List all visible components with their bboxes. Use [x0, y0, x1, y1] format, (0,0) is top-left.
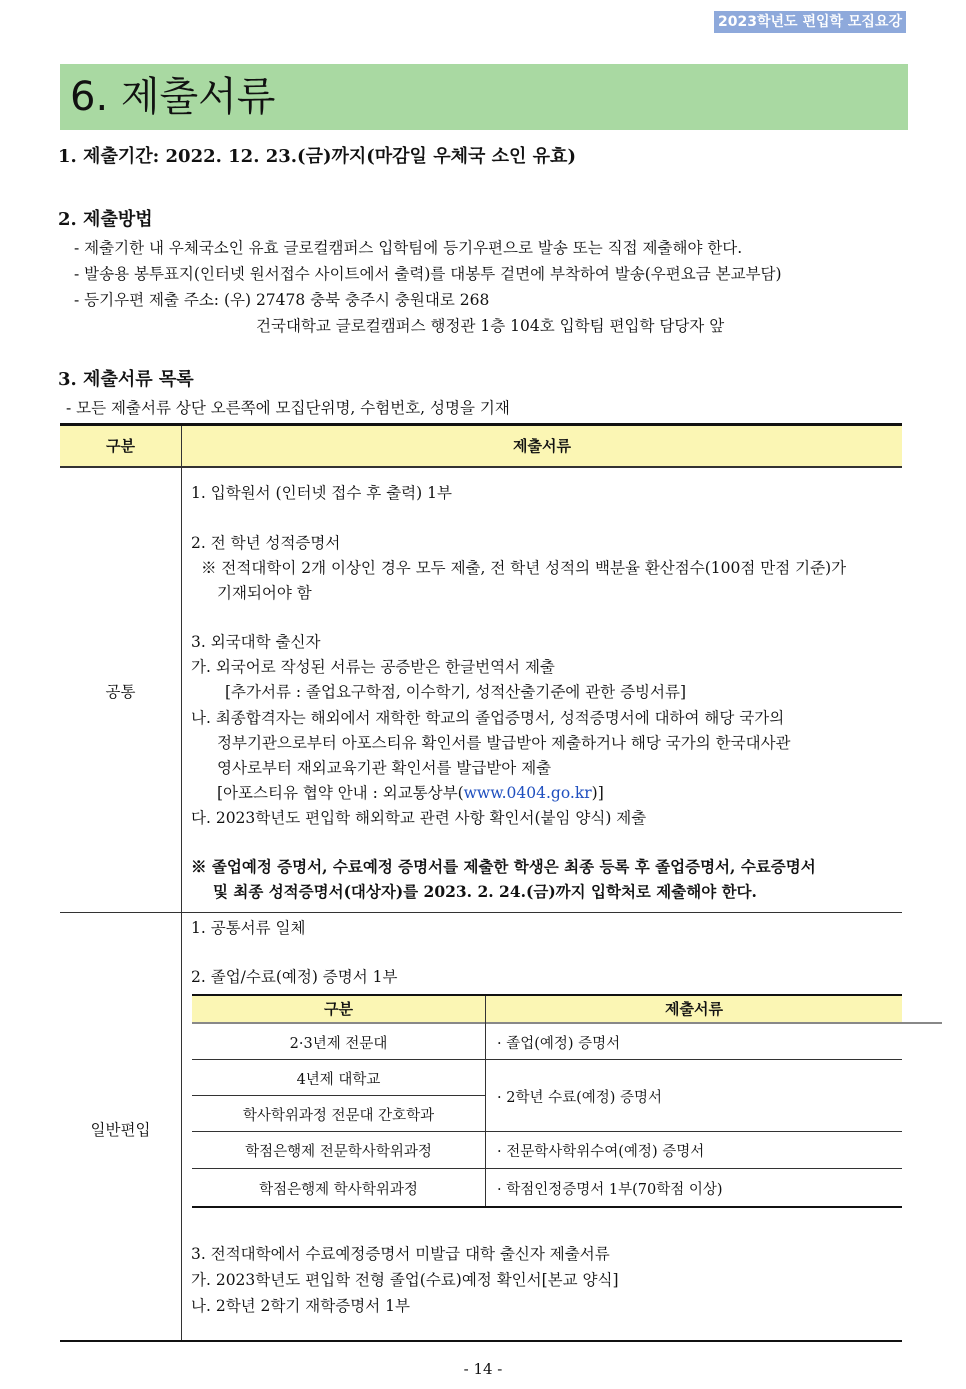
general-item: 3. 전적대학에서 수료예정증명서 미발급 대학 출신자 제출서류 — [191, 1245, 610, 1263]
general-item: 2. 졸업/수료(예정) 증명서 1부 — [191, 968, 398, 986]
inner-cell-document: · 전문학사학위수여(예정) 증명서 — [497, 1144, 705, 1160]
inner-column-divider — [485, 996, 486, 1206]
inner-cell-category: 학점은행제 전문학사학위과정 — [245, 1144, 432, 1160]
common-note: ※ 전적대학이 2개 이상인 경우 모두 제출, 전 학년 성적의 백분율 환산점수(100점 만점 기준)가 — [201, 559, 847, 577]
section-banner — [60, 64, 908, 130]
submission-method-heading: 2. 제출방법 — [58, 209, 153, 230]
inner-cell-category: 4년제 대학교 — [296, 1072, 381, 1088]
document-header-tag: 2023학년도 편입학 모집요강 — [714, 11, 906, 33]
apostille-text: [아포스티유 협약 안내 : 외교통상부( — [217, 784, 464, 802]
apostille-close: )] — [591, 784, 604, 802]
general-subitem: 가. 2023학년도 편입학 전형 졸업(수료)예정 확인서[본교 양식] — [191, 1271, 619, 1289]
row-label-common: 공통 — [105, 683, 136, 701]
method-line: - 등기우편 제출 주소: (우) 27478 충북 충주시 충원대로 268 — [74, 291, 490, 309]
document-list-note: - 모든 제출서류 상단 오른쪽에 모집단위명, 수험번호, 성명을 기재 — [66, 399, 510, 417]
common-warning: 및 최종 성적증명서(대상자)를 2023. 2. 24.(금)까지 입학처로 제출해야 한다. — [213, 882, 757, 901]
method-address-line: 건국대학교 글로컬캠퍼스 행정관 1층 104호 입학팀 편입학 담당자 앞 — [256, 317, 725, 335]
inner-cell-category: 학점은행제 학사학위과정 — [259, 1182, 418, 1198]
inner-table-header-border — [192, 1022, 942, 1024]
page-number: - 14 - — [463, 1360, 503, 1378]
general-subitem: 나. 2학년 2학기 재학증명서 1부 — [191, 1297, 410, 1315]
table-column-divider — [181, 426, 182, 1340]
common-subitem: 다. 2023학년도 편입학 해외학교 관련 사항 확인서(붙임 양식) 제출 — [191, 809, 647, 827]
row-label-general-transfer: 일반편입 — [90, 1121, 151, 1139]
table-header-category: 구분 — [106, 437, 135, 455]
method-line: - 발송용 봉투표지(인터넷 원서접수 사이트에서 출력)를 대봉투 겉면에 부착하여 발송(우편요금 본교부담) — [74, 265, 782, 283]
table-header-border — [60, 466, 902, 468]
inner-row-divider — [192, 1095, 485, 1096]
inner-cell-category: 2·3년제 전문대 — [289, 1036, 388, 1052]
method-line: - 제출기한 내 우체국소인 유효 글로컬캠퍼스 입학팀에 등기우편으로 발송 또는 직접 제출해야 한다. — [74, 239, 743, 257]
mofa-link[interactable]: www.0404.go.kr — [463, 784, 592, 802]
table-row-divider — [60, 912, 902, 913]
inner-cell-document: · 학점인정증명서 1부(70학점 이상) — [497, 1182, 723, 1198]
common-note: 기재되어야 함 — [217, 584, 312, 602]
common-warning: ※ 졸업예정 증명서, 수료예정 증명서를 제출한 학생은 최종 등록 후 졸업증명서, 수료증명서 — [191, 857, 816, 876]
common-item: 3. 외국대학 출신자 — [191, 633, 321, 651]
document-list-heading: 3. 제출서류 목록 — [58, 369, 194, 390]
inner-table-bottom-border — [192, 1206, 902, 1208]
general-item: 1. 공통서류 일체 — [191, 919, 306, 937]
common-item: 2. 전 학년 성적증명서 — [191, 534, 341, 552]
common-subitem: 가. 외국어로 작성된 서류는 공증받은 한글번역서 제출 — [191, 658, 555, 676]
common-subitem — [217, 781, 604, 803]
inner-header-category: 구분 — [324, 1000, 353, 1018]
table-bottom-border — [60, 1340, 902, 1342]
inner-cell-category: 학사학위과정 전문대 간호학과 — [242, 1108, 435, 1124]
inner-cell-document: · 졸업(예정) 증명서 — [497, 1036, 621, 1052]
common-subitem: [추가서류 : 졸업요구학점, 이수학기, 성적산출기준에 관한 증빙서류] — [225, 683, 687, 701]
inner-row-divider — [192, 1168, 902, 1169]
common-item: 1. 입학원서 (인터넷 접수 후 출력) 1부 — [191, 484, 452, 502]
submission-period-heading: 1. 제출기간: 2022. 12. 23.(금)까지(마감일 우체국 소인 유효) — [58, 146, 576, 167]
section-title: 6. 제출서류 — [70, 74, 276, 120]
table-header-documents: 제출서류 — [513, 437, 571, 455]
common-subitem: 나. 최종합격자는 해외에서 재학한 학교의 졸업증명서, 성적증명서에 대하여 해당 국가의 — [191, 709, 785, 727]
inner-cell-document: · 2학년 수료(예정) 증명서 — [497, 1090, 663, 1106]
inner-header-documents: 제출서류 — [665, 1000, 723, 1018]
common-subitem: 정부기관으로부터 아포스티유 확인서를 발급받아 제출하거나 해당 국가의 한국대사관 — [217, 734, 791, 752]
inner-row-divider — [192, 1131, 902, 1132]
common-subitem: 영사로부터 재외교육기관 확인서를 발급받아 제출 — [217, 759, 552, 777]
inner-row-divider — [192, 1059, 902, 1060]
